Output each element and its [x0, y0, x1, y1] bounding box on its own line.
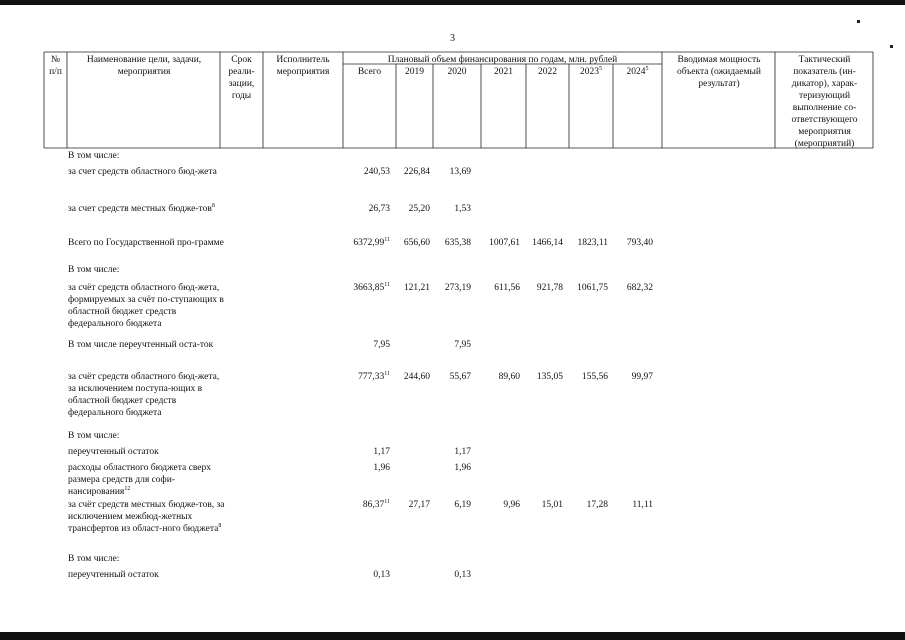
- row-name: В том числе:: [68, 265, 120, 275]
- row-value: 135,05: [536, 372, 563, 382]
- row-value: 9,96: [503, 500, 520, 510]
- row-name: В том числе:: [68, 151, 120, 161]
- row-name: В том числе:: [68, 554, 120, 564]
- row-value: 17,28: [586, 500, 608, 510]
- header-capacity: Вводимая мощность объекта (ожидаемый результат): [677, 55, 761, 89]
- row-value: 1061,75: [577, 283, 608, 293]
- row-value: 777,33$^{11}$: [358, 370, 390, 382]
- row-value: 89,60: [498, 372, 520, 382]
- row-name: за счёт средств областного бюд-жета, за исключением поступа-ющих в областной бюджет средств федерального бюджета: [68, 372, 220, 418]
- scan-speck: [890, 45, 893, 48]
- col-header: 2023$^5$: [580, 65, 602, 77]
- row-name: за счёт средств местных бюдже-тов, за исключением межбюд-жетных трансфертов из област-ного бюджета$^8$: [68, 500, 225, 534]
- header-name: Наименование цели, задачи, мероприятия: [86, 55, 202, 77]
- col-header: Всего: [357, 67, 382, 77]
- header-executor: Исполнитель мероприятия: [276, 55, 330, 77]
- header-term: Срок реали-зации, годы: [228, 55, 255, 101]
- row-value: 1,96: [373, 463, 390, 473]
- row-name: Всего по Государственной про-грамме: [68, 238, 224, 248]
- row-value: 1,17: [373, 447, 390, 457]
- header-funding: Плановый объем финансирования по годам, млн. рублей: [387, 55, 618, 65]
- row-value: 240,53: [363, 167, 390, 177]
- row-value: 13,69: [449, 167, 471, 177]
- scan-speck: [857, 20, 860, 23]
- row-value: 6372,99$^{11}$: [353, 236, 390, 248]
- row-name: В том числе:: [68, 431, 120, 441]
- row-value: 1466,14: [532, 238, 563, 248]
- row-name: за счёт средств областного бюд-жета, формируемых за счёт по-ступающих в областной бюджет средств федерального бюджета: [68, 283, 224, 329]
- row-value: 1823,11: [577, 238, 608, 248]
- row-value: 11,11: [632, 500, 653, 510]
- row-value: 99,97: [631, 372, 653, 382]
- row-value: 86,37$^{11}$: [362, 498, 390, 510]
- row-name: за счет средств областного бюд-жета: [68, 167, 217, 177]
- col-header: 2019: [405, 67, 424, 77]
- row-value: 27,17: [408, 500, 430, 510]
- scan-border-bottom: [0, 632, 905, 640]
- row-value: 1,53: [454, 204, 471, 214]
- row-value: 3663,85$^{11}$: [353, 281, 390, 293]
- row-value: 7,95: [373, 340, 390, 350]
- row-name: за счет средств местных бюдже-тов$^8$: [68, 202, 215, 214]
- header-num: № п/п: [49, 55, 62, 77]
- row-value: 1,96: [454, 463, 471, 473]
- row-value: 273,19: [444, 283, 471, 293]
- row-value: 26,73: [368, 204, 390, 214]
- row-value: 1007,61: [489, 238, 520, 248]
- row-name: В том числе переучтенный оста-ток: [68, 340, 214, 350]
- row-value: 0,13: [373, 570, 390, 580]
- col-header: 2020: [447, 67, 467, 77]
- row-value: 682,32: [626, 283, 653, 293]
- row-value: 15,01: [541, 500, 563, 510]
- row-value: 55,67: [449, 372, 471, 382]
- row-name: переучтенный остаток: [68, 447, 159, 457]
- row-value: 25,20: [408, 204, 430, 214]
- row-value: 1,17: [454, 447, 471, 457]
- row-value: 155,56: [581, 372, 608, 382]
- col-header: 2022: [538, 67, 557, 77]
- row-value: 921,78: [536, 283, 563, 293]
- col-header: 2021: [494, 67, 513, 77]
- page-number: 3: [450, 33, 455, 44]
- row-value: 244,60: [403, 372, 430, 382]
- row-value: 611,56: [494, 283, 520, 293]
- row-value: 635,38: [444, 238, 471, 248]
- row-value: 7,95: [454, 340, 471, 350]
- row-value: 793,40: [626, 238, 653, 248]
- row-value: 0,13: [454, 570, 471, 580]
- header-indicator: Тактический показатель (ин-дикатор), харак-теризующий выполнение со-ответствующего мероприятия (мероприятий): [791, 55, 858, 149]
- row-value: 226,84: [403, 167, 430, 177]
- row-name: переучтенный остаток: [68, 570, 159, 580]
- row-value: 6,19: [454, 500, 471, 510]
- row-name: расходы областного бюджета сверх размера средств для софи-нансирования$^{12}$: [68, 463, 211, 497]
- col-header: 2024$^5$: [626, 65, 649, 77]
- row-value: 121,21: [403, 283, 430, 293]
- scan-border-top: [0, 0, 905, 5]
- row-value: 656,60: [403, 238, 430, 248]
